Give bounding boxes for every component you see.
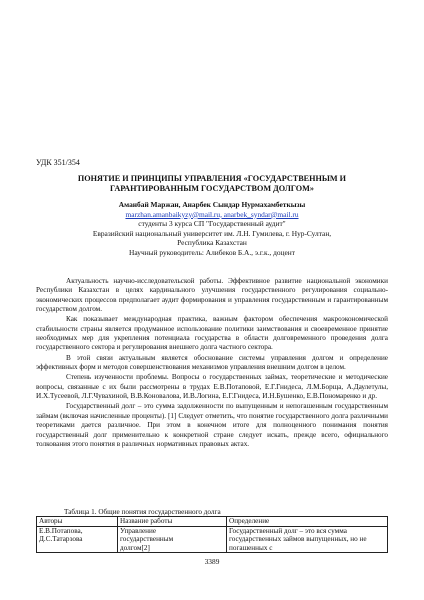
table-caption: Таблица 1. Общие понятия государственного долга [64, 508, 221, 516]
table-header-row [37, 517, 388, 527]
supervisor: Научный руководитель: Алибеков Б.А., э.г.к., доцент [129, 247, 295, 257]
author-emails[interactable]: marzhan.amanbaikyzy@mail.ru, anarbek_syndar@mail.ru [125, 209, 299, 219]
cell-line: долгом[2] [120, 543, 150, 552]
paragraph: Актуальность научно-исследовательской работы. Эффективное развитие национальной экономики Республики Казахстан в целях кардинального улучшения государственного регулирования социально-экономических процессов предполагает аудит формирования и управления государственным и гарантированным государством долгом. [36, 277, 388, 314]
title-line: ГАРАНТИРОВАННЫМ ГОСУДАРСТВОМ ДОЛГОМ» [110, 184, 314, 193]
concepts-table [36, 516, 388, 553]
paragraph: Степень изученности проблемы. Вопросы о государственных займах, теоретические и методические вопросы, связанные с их были рассмотрены в трудах Е.В.Потаповой, Е.Г.Гнидеса, Л.М.Борща, А.Даулетулы, И.Х.Тусеевой, Л.Г.Чувахиной, В.В.Коновалова, И.В.Логина, Е.Г.Гнидеса, И.Н.Бушенко, Е.В.Пономаренко и др. [36, 373, 388, 401]
body-text [36, 277, 388, 449]
author-status: студенты 3 курса СП "Государственный аудит" [138, 219, 286, 229]
cell-line: Д.С.Татарзова [39, 535, 83, 544]
author-names: Аманбай Маржан, Анарбек Сындар Нурмахамбеткызы [118, 200, 306, 209]
cell-line: Е.В.Потапова, [39, 526, 83, 535]
paper-title [52, 174, 372, 194]
table-header-cell: Авторы [37, 517, 118, 527]
table-cell-definition: Государственный долг – это вся сумма государственных займов выпущенных, но не погашенных с [227, 526, 388, 553]
cell-line: Управление [120, 526, 157, 535]
author-country: Республика Казахстан [177, 238, 247, 248]
title-line: ПОНЯТИЕ И ПРИНЦИПЫ УПРАВЛЕНИЯ «ГОСУДАРСТВЕННЫМ И [77, 174, 347, 183]
udk-code: УДК 351/354 [36, 158, 80, 167]
paragraph: Как показывает международная практика, важным фактором обеспечения макроэкономической стабильности страны является продуманное использование политики заимствования и своевременное принятие необходимых мер для укрепления потенциала государства в области долговременного проведения долга государственного сектора и регулирования внешнего долга частного сектора. [36, 315, 388, 352]
author-block [0, 200, 424, 258]
cell-line: государственным [120, 535, 174, 544]
page-number: 3389 [204, 557, 220, 566]
paragraph: Государственный долг – это сумма задолженности по выпущенным и непогашенным государственным займам (включая начисленные проценты). [1] Следует отметить, что понятие государственного долга различными теоретиками дается различное. При этом в конечном итоге для полноценного понимания понятия государственный долг применительно к конкретной стране следует искать, прежде всего, официального толкования этого понятия в различных нормативных правовых актах. [36, 402, 388, 448]
table-cell-authors [37, 526, 118, 553]
table-header-cell: Название работы [118, 517, 227, 527]
paragraph: В этой связи актуальным является обоснование системы управления долгом и определение эффективных форм и методов совершенствования механизмов управления внешним долгом в целом. [36, 353, 388, 372]
table-header-cell: Определение [227, 517, 388, 527]
table-cell-work [118, 526, 227, 553]
author-university: Евразийский национальный университет им. Л.Н. Гумилева, г. Нур-Султан, [92, 228, 332, 238]
table-row [37, 526, 388, 553]
